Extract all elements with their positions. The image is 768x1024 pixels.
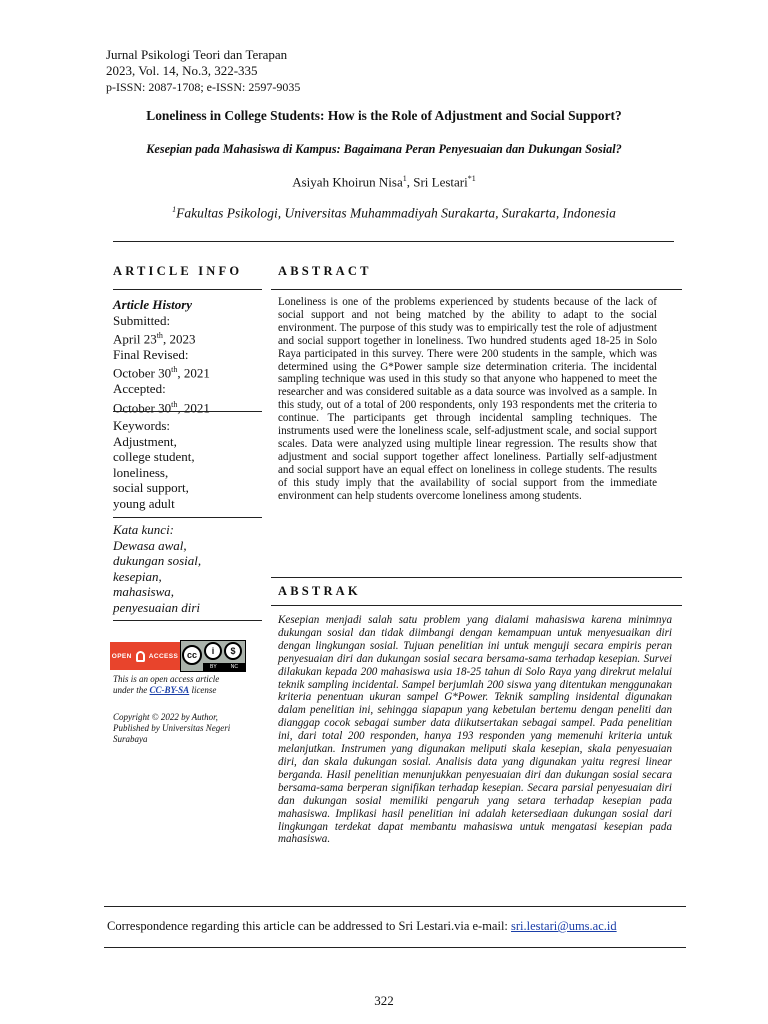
license-line: This is an open access article (113, 674, 220, 684)
date-ordinal: th (171, 365, 178, 375)
date-ordinal: th (156, 331, 163, 340)
abstrak-bottom-divider (271, 605, 682, 606)
copyright-note (113, 712, 263, 745)
footer-bottom-divider (104, 947, 686, 948)
page-number: 322 (374, 993, 394, 1008)
history-label: Article History (113, 297, 193, 312)
author-affiliation-mark: 1 (402, 174, 407, 183)
accepted-label: Accepted: (113, 381, 166, 397)
keyword: social support, (113, 480, 189, 495)
article-subtitle: Kesepian pada Mahasiswa di Kampus: Bagaimana Peran Penyesuaian dan Dukungan Sosial? (146, 142, 622, 156)
copyright-line: Copyright © 2022 by Author, (113, 712, 218, 722)
open-access-right-text: ACCESS (148, 652, 179, 660)
author-separator: , (406, 174, 414, 190)
nc-text: NC (230, 664, 238, 670)
kata-kunci-item: dukungan sosial, (113, 553, 202, 568)
affiliation-mark: 1 (172, 205, 177, 214)
kata-kunci-item: penyesuaian diri (113, 599, 201, 615)
correspondence-text: Correspondence regarding this article can be addressed to Sri Lestari.via e-mail: (107, 919, 512, 933)
keyword: loneliness, (113, 464, 169, 480)
email-link[interactable]: sri.lestari@ums.ac.id (511, 919, 617, 933)
date-year: , 2023 (162, 331, 196, 347)
author-name: Sri Lestari (413, 174, 468, 190)
abstract-heading: ABSTRACT (278, 264, 372, 278)
copyright-line: Surabaya (113, 734, 148, 744)
article-title: Loneliness in College Students: How is the Role of Adjustment and Social Support? (146, 108, 622, 123)
final-revised-label: Final Revised: (113, 346, 189, 362)
correspondence (107, 919, 617, 934)
accepted-date (113, 397, 210, 416)
keywords-divider (113, 517, 262, 518)
journal-issue: 2023, Vol. 14, No.3, 322-335 (106, 63, 258, 78)
journal-issn: p-ISSN: 2087-1708; e-ISSN: 2597-9035 (106, 80, 301, 94)
date-year: , 2021 (177, 399, 210, 415)
keyword: young adult (113, 495, 175, 511)
cc-license-badge[interactable] (180, 640, 246, 672)
open-access-left-text: OPEN (111, 652, 132, 660)
footer-top-divider (104, 906, 686, 907)
kata-kunci-item: kesepian, (113, 568, 162, 584)
cc-by-sa-link[interactable]: CC-BY-SA (149, 685, 190, 695)
open-lock-icon (136, 651, 145, 662)
article-history (113, 297, 210, 415)
license-line (113, 685, 263, 696)
history-divider (113, 411, 262, 412)
by-attribution-icon: i (204, 642, 222, 660)
copyright-line: Published by Universitas Negeri (113, 723, 231, 733)
keyword: Adjustment, (113, 433, 177, 449)
author-name: Asiyah Khoirun Nisa (292, 174, 403, 190)
affiliation-text: Fakultas Psikologi, Universitas Muhammadiyah Surakarta, Surakarta, Indonesia (176, 205, 616, 221)
keywords-label: Keywords: (113, 418, 171, 433)
kata-kunci-item: Dewasa awal, (113, 537, 187, 553)
date-year: , 2021 (177, 365, 210, 381)
license-note (113, 674, 263, 696)
author-affiliation-mark: *1 (467, 174, 476, 183)
noncommercial-icon: $ (224, 642, 242, 660)
affiliation (40, 205, 748, 222)
abstrak-heading: ABSTRAK (278, 584, 361, 598)
article-info-heading: ARTICLE INFO (113, 264, 243, 278)
cc-label-strip (203, 663, 245, 671)
authors (40, 174, 728, 190)
date-text: October 30 (113, 365, 172, 381)
abstrak-top-divider (271, 577, 682, 578)
submitted-date (113, 328, 210, 347)
open-access-badge[interactable] (110, 642, 180, 670)
journal-header (106, 47, 300, 95)
kata-kunci-divider (113, 620, 262, 621)
license-prefix: under the (113, 685, 150, 695)
kata-kunci-item: mahasiswa, (113, 584, 175, 599)
info-divider (113, 289, 262, 290)
kata-kunci-block (113, 522, 201, 615)
by-text: BY (210, 664, 217, 670)
abstract-divider (271, 289, 682, 290)
keywords-block (113, 418, 195, 511)
submitted-label: Submitted: (113, 312, 171, 328)
abstrak-text: Kesepian menjadi salah satu problem yang dialami mahasiswa karena minimnya dukungan sosial dan tidak diimbangi dengan kemampuan untuk menyesuaikan diri dengan lingkungan sosial. Tujuan penelitian ini untuk menguji secara empiris peran penyesuaian diri dan dukungan sosial secara bersama-sama terhadap kesepian. Survei dilakukan kepada 200 mahasiswa usia 18-25 tahun di Solo Raya yang direkrut melalui teknik sampling incidental. Sampel berjumlah 200 siswa yang ditentukan menggunakan kriteria penentuan ukuran sampel G*Power. Teknik sampling insidental digunakan dalam penelitian ini, sehingga siapapun yang kebetulan bertemu dengan peneliti dan dianggap cocok sebagai sumber data diikutsertakan sebagai sampel. Pada penelitian ini, dari total 200 responden, hanya 193 responden yang memenuhi kriteria untuk melanjutkan. Instrumen yang digunakan meliputi skala kesepian, skala penyesuaian diri, dan skala dukungan sosial. Analisis data yang digunakan yaitu regresi linear berganda. Hasil penelitian menunjukkan penyesuaian diri dan dukungan sosial secara bersama-sama berperan signifikan terhadap kesepian. Secara parsial penyesuaian diri dan dukungan sosial memiliki pengaruh yang setara terhadap kesepian pada mahasiswa. Implikasi hasil penelitian ini adalah ketersediaan dukungan sosial dari lingkungan terdekat dapat membantu mahasiswa untuk mengatasi kesepian pada mahasiswa. (278, 614, 672, 846)
license-suffix: license (189, 685, 217, 695)
journal-name: Jurnal Psikologi Teori dan Terapan (106, 47, 288, 62)
kata-kunci-label: Kata kunci: (113, 522, 175, 537)
abstract-text: Loneliness is one of the problems experienced by students because of the lack of social support and not being matched by the ability to adapt to the social environment. The purpose of this study was to empirically test the role of adjustment and social support together in loneliness. Two hundred students aged 18-25 in Solo Raya participated in this survey. There were 200 students in the sample, which was determined using the G*Power sample size determination criteria. The incidental sampling technique was used in this study so that anyone who happened to meet the researcher and was considered suitable as a data source was involved as a sample. In this study, out of a total of 200 respondents, only 193 respondents met the criteria to continue. The participants get through incidental sampling techniques. The instruments used were the loneliness scale, self-adjustment scale, and social support scales. Data were analyzed using multiple linear regression. The results show that adjustment and social support together affect loneliness. Partially self-adjustment and social support have an equal effect on loneliness in college students. The results of this study imply that the availability of social support from the immediate environment can help students overcome loneliness among students. (278, 296, 657, 502)
date-text: October 30 (113, 399, 172, 415)
cc-icon: cc (182, 645, 202, 665)
date-text: April 23 (113, 331, 157, 347)
final-revised-date (113, 362, 210, 381)
date-ordinal: th (171, 399, 178, 409)
keyword: college student, (113, 449, 195, 464)
header-divider (113, 241, 674, 242)
